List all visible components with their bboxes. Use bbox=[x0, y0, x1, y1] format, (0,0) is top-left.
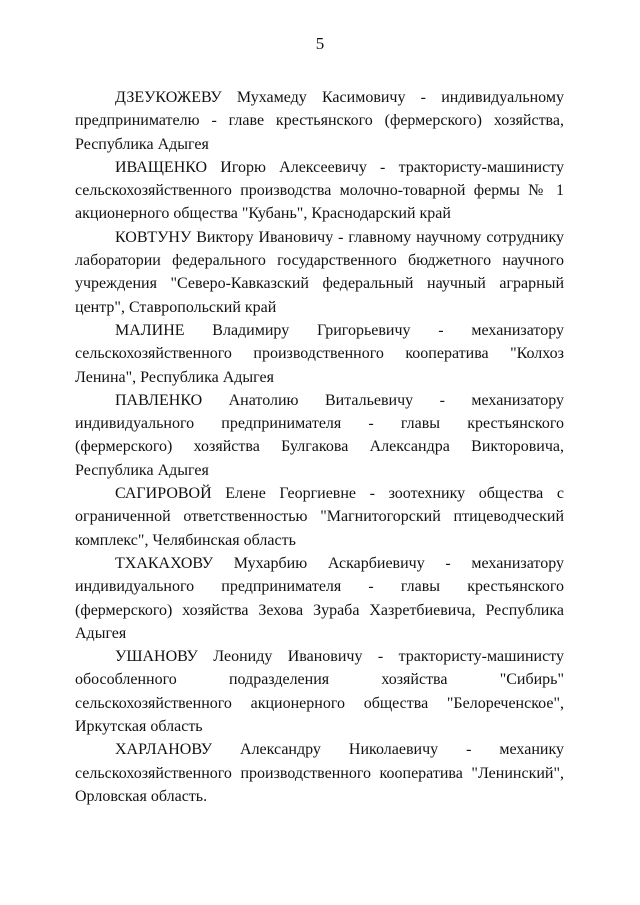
page-number: 5 bbox=[315, 34, 325, 53]
list-item: УШАНОВУ Леониду Ивановичу - трактористу-машинисту обособленного подразделения хозяйства "Сибирь" сельскохозяйственного акционерного общества "Белореченское", Иркутская область bbox=[75, 648, 564, 736]
list-item: ХАРЛАНОВУ Александру Николаевичу - механику сельскохозяйственного производственного кооператива "Ленинский", Орловская область. bbox=[75, 741, 564, 805]
award-list bbox=[75, 86, 564, 808]
list-item: ИВАЩЕНКО Игорю Алексеевичу - трактористу-машинисту сельскохозяйственного производства молочно-товарной фермы № 1 акционерного общества "Кубань", Краснодарский край bbox=[75, 158, 564, 223]
list-item: ПАВЛЕНКО Анатолию Витальевичу - механизатору индивидуального предпринимателя - главы крестьянского (фермерского) хозяйства Булгакова Александра Викторовича, Республика Адыгея bbox=[75, 391, 564, 479]
list-item: ТХАКАХОВУ Мухарбию Аскарбиевичу - механизатору индивидуального предпринимателя - главы крестьянского (фермерского) хозяйства Зехова Зураба Хазретбиевича, Республика Адыгея bbox=[75, 554, 564, 642]
list-item: САГИРОВОЙ Елене Георгиевне - зоотехнику общества с ограниченной ответственностью "Магнитогорский птицеводческий комплекс", Челябинская область bbox=[75, 485, 564, 549]
list-item: МАЛИНЕ Владимиру Григорьевичу - механизатору сельскохозяйственного производственного кооператива "Колхоз Ленина", Республика Адыгея bbox=[75, 321, 564, 386]
list-item: ДЗЕУКОЖЕВУ Мухамеду Касимовичу - индивидуальному предпринимателю - главе крестьянского (фермерского) хозяйства, Республика Адыгея bbox=[75, 89, 564, 153]
list-item: КОВТУНУ Виктору Ивановичу - главному научному сотруднику лаборатории федерального государственного бюджетного научного учреждения "Северо-Кавказский федеральный научный аграрный центр", Ставропольский край bbox=[75, 228, 564, 316]
